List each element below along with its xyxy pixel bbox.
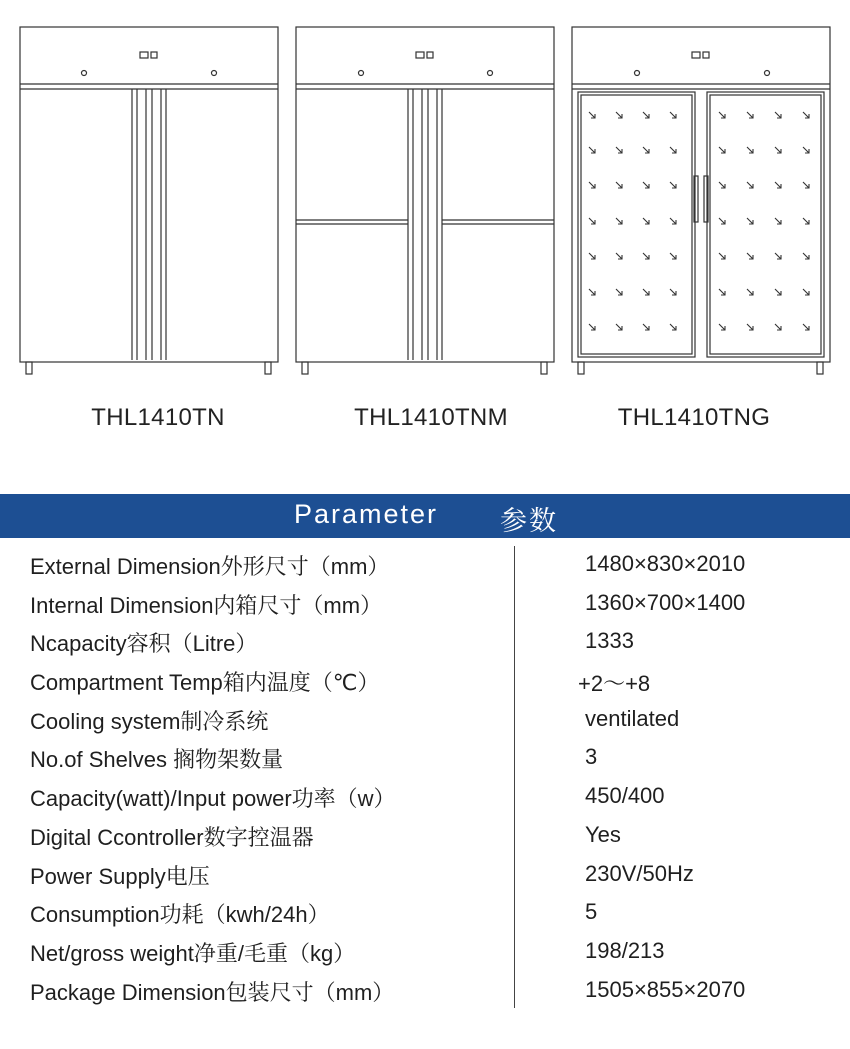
param-label: Compartment Temp箱内温度（℃） xyxy=(30,670,380,696)
arrow-icon xyxy=(803,182,809,188)
param-label: Consumption功耗（kwh/24h） xyxy=(30,902,330,928)
param-row xyxy=(0,584,850,623)
arrow-icon xyxy=(643,182,649,188)
param-value: 198/213 xyxy=(585,937,665,963)
arrow-icon xyxy=(719,218,725,224)
arrow-icon xyxy=(775,253,781,259)
param-value: 450/400 xyxy=(585,783,665,809)
arrow-icon xyxy=(747,253,753,259)
param-row xyxy=(0,932,850,971)
arrow-icon xyxy=(670,253,676,259)
arrow-icon xyxy=(616,182,622,188)
arrow-icon xyxy=(803,324,809,330)
param-value: 3 xyxy=(585,744,598,770)
arrow-icon xyxy=(719,253,725,259)
param-row xyxy=(0,545,850,584)
arrow-icon xyxy=(589,147,595,153)
arrow-icon xyxy=(643,112,649,118)
arrow-icon xyxy=(643,324,649,330)
param-row xyxy=(0,661,850,700)
arrow-icon xyxy=(670,218,676,224)
parameter-title-en: Parameter xyxy=(294,499,439,529)
param-row xyxy=(0,971,850,1010)
arrow-icon xyxy=(747,147,753,153)
arrow-icon xyxy=(589,182,595,188)
arrow-icon xyxy=(719,289,725,295)
model-label-tng: THL1410TNG xyxy=(617,404,771,431)
arrow-icon xyxy=(747,218,753,224)
model-label-tnm: THL1410TNM xyxy=(354,404,508,431)
arrow-icon xyxy=(643,147,649,153)
arrow-icon xyxy=(616,112,622,118)
param-row xyxy=(0,893,850,932)
arrow-icon xyxy=(803,289,809,295)
arrow-icon xyxy=(775,112,781,118)
param-value: 230V/50Hz xyxy=(585,860,694,886)
fridge-tnm-drawing xyxy=(296,27,554,374)
arrow-icon xyxy=(643,253,649,259)
param-label: No.of Shelves 搁物架数量 xyxy=(30,747,284,773)
product-drawings xyxy=(0,0,850,400)
param-label: Power Supply电压 xyxy=(30,863,210,889)
param-label: Package Dimension包装尺寸（mm） xyxy=(30,979,395,1005)
arrow-icon xyxy=(775,218,781,224)
param-value: +2～+8 xyxy=(578,671,651,697)
param-value: Yes xyxy=(585,821,621,847)
param-row xyxy=(0,777,850,816)
arrow-icon xyxy=(670,182,676,188)
param-value: 1333 xyxy=(585,628,634,654)
arrow-icon xyxy=(589,253,595,259)
param-label: Cooling system制冷系统 xyxy=(30,708,269,734)
arrow-icon xyxy=(616,147,622,153)
arrow-icon xyxy=(747,182,753,188)
parameter-header-bar xyxy=(0,494,850,538)
arrow-icon xyxy=(589,218,595,224)
arrow-icon xyxy=(616,253,622,259)
param-value: 1480×830×2010 xyxy=(585,551,746,576)
arrow-icon xyxy=(775,289,781,295)
arrow-icon xyxy=(589,324,595,330)
arrow-icon xyxy=(803,253,809,259)
arrow-icon xyxy=(747,324,753,330)
parameter-table xyxy=(0,545,850,1009)
arrow-icon xyxy=(589,289,595,295)
param-value: 1360×700×1400 xyxy=(585,589,746,615)
arrow-icon xyxy=(775,147,781,153)
param-row xyxy=(0,622,850,661)
param-value: 1505×855×2070 xyxy=(585,976,746,1002)
arrow-icon xyxy=(747,112,753,118)
param-label: Net/gross weight净重/毛重（kg） xyxy=(30,940,356,966)
param-row xyxy=(0,700,850,739)
param-value: ventilated xyxy=(585,705,680,731)
model-label-tn: THL1410TN xyxy=(91,404,225,431)
arrow-icon xyxy=(670,147,676,153)
arrow-icon xyxy=(775,182,781,188)
arrow-icon xyxy=(589,112,595,118)
fridge-tng-drawing xyxy=(572,27,830,374)
arrow-icon xyxy=(719,147,725,153)
arrow-icon xyxy=(719,324,725,330)
arrow-icon xyxy=(670,324,676,330)
param-row xyxy=(0,855,850,894)
arrow-icon xyxy=(670,112,676,118)
arrow-icon xyxy=(643,289,649,295)
param-label: Capacity(watt)/Input power功率（w） xyxy=(30,786,396,812)
arrow-icon xyxy=(643,218,649,224)
arrow-icon xyxy=(803,218,809,224)
arrow-icon xyxy=(747,289,753,295)
param-row xyxy=(0,816,850,855)
arrow-icon xyxy=(616,289,622,295)
param-label: Digital Ccontroller数字控温器 xyxy=(30,824,314,850)
parameter-title-zh: 参数 xyxy=(500,506,558,537)
param-value: 5 xyxy=(585,899,598,925)
arrow-icon xyxy=(616,324,622,330)
arrow-icon xyxy=(616,218,622,224)
param-label: External Dimension外形尺寸（mm） xyxy=(30,554,390,579)
arrow-icon xyxy=(803,147,809,153)
arrow-icon xyxy=(775,324,781,330)
param-row xyxy=(0,738,850,777)
arrow-icon xyxy=(803,112,809,118)
glass-door-arrows xyxy=(589,112,809,330)
param-label: Ncapacity容积（Litre） xyxy=(30,631,258,657)
arrow-icon xyxy=(719,182,725,188)
param-label: Internal Dimension内箱尺寸（mm） xyxy=(30,592,383,618)
fridge-tn-drawing xyxy=(20,27,278,374)
arrow-icon xyxy=(670,289,676,295)
arrow-icon xyxy=(719,112,725,118)
